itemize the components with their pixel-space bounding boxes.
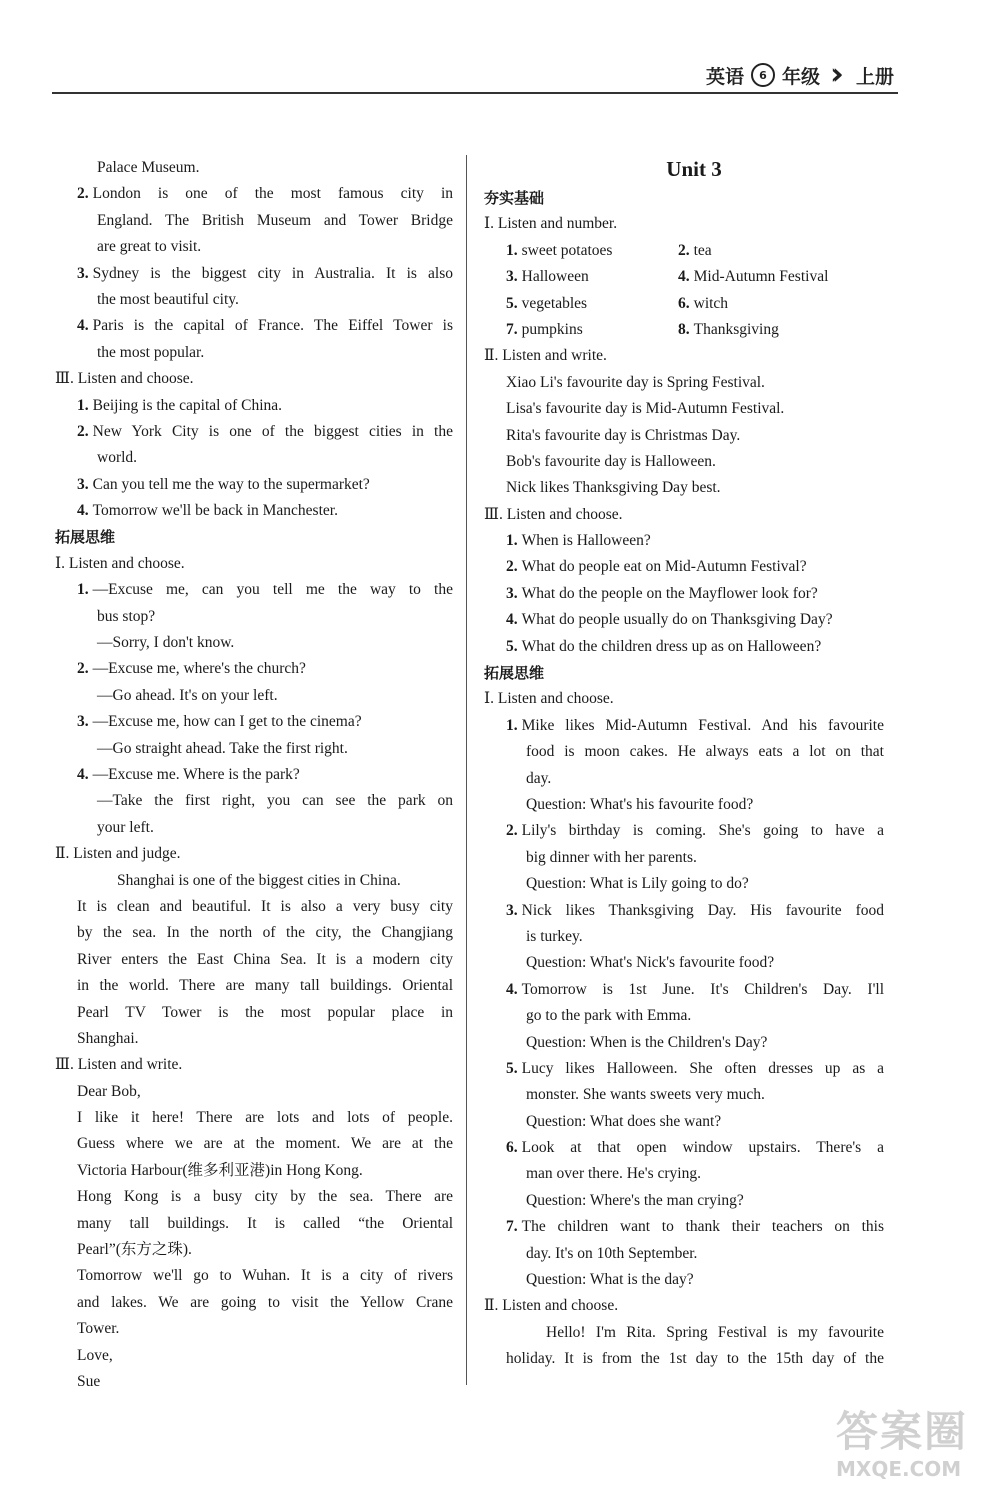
text-line <box>55 208 453 234</box>
text-line <box>484 502 884 528</box>
line-text: Sue <box>77 1372 101 1390</box>
line-text: Ⅱ. Listen and write. <box>484 347 607 365</box>
line-text: —Go straight ahead. Take the first right. <box>97 739 348 757</box>
line-text: the most beautiful city. <box>97 290 239 308</box>
line-text: River enters the East China Sea. It is a modern city <box>77 950 453 968</box>
site-watermark <box>836 1399 986 1491</box>
numbered-line <box>484 528 884 554</box>
text-line <box>484 1346 884 1372</box>
line-text: Can you tell me the way to the supermarket? <box>92 475 370 493</box>
text-line <box>55 604 453 630</box>
header-rule <box>52 92 898 94</box>
vocab-item <box>506 264 678 290</box>
text-line <box>484 1003 884 1029</box>
line-text: Question: When is the Children's Day? <box>526 1033 768 1051</box>
line-text: go to the park with Emma. <box>526 1007 692 1025</box>
line-text: —Excuse me, where's the church? <box>92 660 306 678</box>
vocab-item <box>506 238 678 264</box>
item-number: 6. <box>678 294 690 312</box>
header-volume: 上册 <box>855 65 894 88</box>
text-line <box>55 287 453 313</box>
line-text: Xiao Li's favourite day is Spring Festival. <box>506 373 765 391</box>
line-text: Question: Where's the man crying? <box>526 1191 744 1209</box>
text-line <box>55 551 453 577</box>
watermark-en: MXQE.COM <box>836 1457 962 1481</box>
line-text: Tomorrow we'll be back in Manchester. <box>92 502 338 520</box>
vocab-item <box>678 264 828 290</box>
line-text: Ⅰ. Listen and choose. <box>484 690 614 708</box>
text-line <box>484 1320 884 1346</box>
item-number: 4. <box>506 611 518 629</box>
item-number: 2. <box>77 185 89 203</box>
line-text: Ⅲ. Listen and choose. <box>55 370 194 388</box>
item-number: 3. <box>506 268 518 286</box>
line-text: Ⅲ. Listen and choose. <box>484 505 623 523</box>
text-line <box>484 1030 884 1056</box>
text-line <box>55 736 453 762</box>
item-number: 2. <box>77 422 89 440</box>
vocab-list <box>484 238 884 344</box>
line-text: Ⅲ. Listen and write. <box>55 1056 183 1074</box>
text-line <box>55 1158 453 1184</box>
numbered-line <box>484 634 884 660</box>
line-text: big dinner with her parents. <box>526 848 697 866</box>
line-text: and lakes. We are going to visit the Yellow Crane <box>77 1293 453 1311</box>
vocab-row <box>484 291 884 317</box>
right-column <box>484 155 884 1373</box>
line-text: Tower. <box>77 1320 120 1338</box>
numbered-line <box>484 1135 884 1161</box>
text-line <box>55 1052 453 1078</box>
vocab-text: Mid-Autumn Festival <box>693 268 829 286</box>
line-text: Hong Kong is a busy city by the sea. There are <box>77 1188 453 1206</box>
text-line <box>55 630 453 656</box>
item-number: 2. <box>506 558 518 576</box>
item-number: 7. <box>506 320 518 338</box>
column-divider <box>466 155 467 1385</box>
header-title <box>705 57 894 92</box>
item-number: 1. <box>77 396 89 414</box>
text-line <box>55 366 453 392</box>
text-line <box>55 1263 453 1289</box>
text-line <box>55 973 453 999</box>
item-number: 5. <box>506 637 518 655</box>
line-text: 拓展思维 <box>55 528 116 547</box>
part-heading: Ⅰ. Listen and number. <box>484 215 618 233</box>
vocab-row <box>484 317 884 343</box>
item-number: 3. <box>506 901 518 919</box>
item-number: 4. <box>77 765 89 783</box>
vocab-item <box>506 317 678 343</box>
numbered-line <box>55 313 453 339</box>
line-text: many tall buildings. It is called “the Oriental <box>77 1214 453 1232</box>
text-line <box>484 792 884 818</box>
right-lines <box>484 343 884 1372</box>
vocab-text: Thanksgiving <box>693 320 779 338</box>
text-line <box>55 947 453 973</box>
text-line <box>484 739 884 765</box>
numbered-line <box>55 656 453 682</box>
text-line <box>55 920 453 946</box>
line-text: day. <box>526 769 552 787</box>
item-number: 4. <box>678 268 690 286</box>
line-text: England. The British Museum and Tower Bridge <box>97 211 453 229</box>
item-number: 3. <box>506 584 518 602</box>
line-text: Question: What is Lily going to do? <box>526 875 749 893</box>
line-text: —Sorry, I don't know. <box>97 634 235 652</box>
line-text: Shanghai. <box>77 1029 139 1047</box>
line-text: Question: What is the day? <box>526 1271 694 1289</box>
vocab-text: vegetables <box>521 294 588 312</box>
text-line <box>55 1290 453 1316</box>
numbered-line <box>484 1214 884 1240</box>
text-line <box>484 1082 884 1108</box>
item-number: 7. <box>506 1218 518 1236</box>
line-text: is turkey. <box>526 927 583 945</box>
line-text: Lucy likes Halloween. She often dresses up as a <box>521 1059 884 1077</box>
text-line <box>484 766 884 792</box>
text-line <box>484 370 884 396</box>
line-text: Victoria Harbour(维多利亚港)in Hong Kong. <box>77 1161 363 1179</box>
line-text: world. <box>97 449 138 467</box>
double-chevron-icon: ›› <box>829 57 834 92</box>
text-line <box>55 841 453 867</box>
line-text: I like it here! There are lots and lots of people. <box>77 1109 453 1127</box>
text-line <box>55 815 453 841</box>
line-text: When is Halloween? <box>521 532 651 550</box>
text-line <box>484 396 884 422</box>
line-text: Question: What's Nick's favourite food? <box>526 954 775 972</box>
section-heading: 夯实基础 <box>484 189 545 207</box>
line-text: What do people usually do on Thanksgiving Day? <box>521 611 833 629</box>
numbered-line <box>55 261 453 287</box>
unit-title: Unit 3 <box>666 157 722 181</box>
line-text: —Excuse me, how can I get to the cinema? <box>92 713 362 731</box>
item-number: 2. <box>77 660 89 678</box>
item-number: 3. <box>77 475 89 493</box>
line-text: What do the children dress up as on Halloween? <box>521 637 822 655</box>
item-number: 1. <box>506 241 518 259</box>
text-line <box>55 1237 453 1263</box>
line-text: Tomorrow we'll go to Wuhan. It is a city of rivers <box>77 1267 453 1285</box>
left-column <box>55 155 453 1395</box>
text-line <box>484 924 884 950</box>
text-line <box>484 475 884 501</box>
text-line <box>484 871 884 897</box>
text-line <box>55 340 453 366</box>
line-text: your left. <box>97 818 154 836</box>
grade-number-badge: 6 <box>751 63 775 87</box>
text-line <box>55 445 453 471</box>
vocab-item <box>678 317 779 343</box>
text-line <box>55 234 453 260</box>
line-text: Hello! I'm Rita. Spring Festival is my favourite <box>546 1323 884 1341</box>
text-line <box>484 343 884 369</box>
text-line <box>55 1131 453 1157</box>
line-text: —Excuse me, can you tell me the way to the <box>92 581 453 599</box>
line-text: Ⅱ. Listen and choose. <box>484 1297 619 1315</box>
vocab-item <box>678 291 728 317</box>
numbered-line <box>484 1056 884 1082</box>
text-line <box>484 686 884 712</box>
item-number: 3. <box>77 713 89 731</box>
text-line <box>484 1161 884 1187</box>
vocab-row <box>484 264 884 290</box>
line-text: Pearl”(东方之珠). <box>77 1241 192 1259</box>
vocab-text: sweet potatoes <box>521 241 613 259</box>
text-line <box>55 1026 453 1052</box>
text-line <box>55 1079 453 1105</box>
vocab-item <box>678 238 712 264</box>
vocab-text: pumpkins <box>521 320 583 338</box>
line-text: Lily's birthday is coming. She's going to have a <box>521 822 884 840</box>
line-text: Look at that open window upstairs. There's a <box>521 1139 884 1157</box>
text-line <box>55 1211 453 1237</box>
line-text: Pearl TV Tower is the most popular place in <box>77 1003 453 1021</box>
line-text: in the world. There are many tall buildings. Oriental <box>77 977 453 995</box>
text-line <box>55 1316 453 1342</box>
line-text: Bob's favourite day is Halloween. <box>506 452 716 470</box>
item-number: 4. <box>506 980 518 998</box>
item-number: 2. <box>678 241 690 259</box>
text-line <box>55 1343 453 1369</box>
text-line <box>55 788 453 814</box>
section-heading <box>55 524 453 550</box>
line-text: by the sea. In the north of the city, the Changjiang <box>77 924 453 942</box>
text-line <box>484 950 884 976</box>
numbered-line <box>484 607 884 633</box>
vocab-item <box>506 291 678 317</box>
numbered-line <box>484 554 884 580</box>
numbered-line <box>55 472 453 498</box>
numbered-line <box>484 898 884 924</box>
line-text: Tomorrow is 1st June. It's Children's Day. I'll <box>521 980 884 998</box>
line-text: It is clean and beautiful. It is also a very busy city <box>77 897 453 915</box>
numbered-line <box>55 419 453 445</box>
text-line <box>484 1188 884 1214</box>
vocab-text: Halloween <box>521 268 589 286</box>
item-number: 1. <box>506 716 518 734</box>
line-text: holiday. It is from the 1st day to the 15th day of the <box>506 1350 884 1368</box>
item-number: 5. <box>506 294 518 312</box>
line-text: Shanghai is one of the biggest cities in China. <box>117 871 401 889</box>
line-text: What do the people on the Mayflower look for? <box>521 584 818 602</box>
line-text: day. It's on 10th September. <box>526 1244 698 1262</box>
line-text: Love, <box>77 1346 113 1364</box>
item-number: 1. <box>77 581 89 599</box>
line-text: man over there. He's crying. <box>526 1165 701 1183</box>
line-text: food is moon cakes. He always eats a lot on that <box>526 743 884 761</box>
line-text: Question: What does she want? <box>526 1112 722 1130</box>
numbered-line <box>55 393 453 419</box>
line-text: bus stop? <box>97 607 156 625</box>
line-text: —Go ahead. It's on your left. <box>97 686 278 704</box>
vocab-text: witch <box>693 294 729 312</box>
line-text: —Take the first right, you can see the park on <box>97 792 453 810</box>
line-text: Nick likes Thanksgiving Day best. <box>506 479 721 497</box>
text-line <box>484 845 884 871</box>
text-line <box>55 683 453 709</box>
line-text: Ⅱ. Listen and judge. <box>55 845 181 863</box>
line-text: the most popular. <box>97 343 205 361</box>
line-text: Ⅰ. Listen and choose. <box>55 554 185 572</box>
line-text: —Excuse me. Where is the park? <box>92 765 300 783</box>
line-text: Mike likes Mid-Autumn Festival. And his favourite <box>521 716 884 734</box>
line-text: New York City is one of the biggest cities in the <box>92 422 453 440</box>
line-text: are great to visit. <box>97 238 202 256</box>
watermark-cn: 答案圈 <box>836 1407 969 1456</box>
item-number: 1. <box>506 532 518 550</box>
item-number: 6. <box>506 1139 518 1157</box>
text-line <box>55 868 453 894</box>
text-line <box>55 1369 453 1395</box>
line-text: monster. She wants sweets very much. <box>526 1086 765 1104</box>
numbered-line <box>484 818 884 844</box>
text-line <box>55 1184 453 1210</box>
line-text: Paris is the capital of France. The Eiffel Tower is <box>92 317 453 335</box>
text-line <box>484 1267 884 1293</box>
text-line <box>484 1109 884 1135</box>
text-line <box>484 1241 884 1267</box>
line-text: Beijing is the capital of China. <box>92 396 283 414</box>
line-text: London is one of the most famous city in <box>92 185 453 203</box>
line-text: Nick likes Thanksgiving Day. His favourite food <box>521 901 884 919</box>
text-line <box>484 423 884 449</box>
line-text: Dear Bob, <box>77 1082 141 1100</box>
item-number: 8. <box>678 320 690 338</box>
line-text: The children want to thank their teachers on this <box>521 1218 884 1236</box>
line-text: Question: What's his favourite food? <box>526 795 754 813</box>
numbered-line <box>55 709 453 735</box>
page-header <box>52 58 898 94</box>
item-number: 2. <box>506 822 518 840</box>
numbered-line <box>55 577 453 603</box>
line-text: Guess where we are at the moment. We are at the <box>77 1135 453 1153</box>
line-text: Lisa's favourite day is Mid-Autumn Festival. <box>506 400 785 418</box>
numbered-line <box>55 181 453 207</box>
line-text: What do people eat on Mid-Autumn Festival? <box>521 558 807 576</box>
numbered-line <box>55 498 453 524</box>
text-line <box>55 155 453 181</box>
line-text: 拓展思维 <box>484 664 545 683</box>
item-number: 3. <box>77 264 89 282</box>
section-heading <box>484 660 884 686</box>
text-line <box>484 1293 884 1319</box>
numbered-line <box>484 713 884 739</box>
header-subject: 英语 <box>705 65 744 88</box>
line-text: Palace Museum. <box>97 159 200 176</box>
numbered-line <box>484 581 884 607</box>
text-line <box>55 894 453 920</box>
item-number: 5. <box>506 1059 518 1077</box>
item-number: 4. <box>77 317 89 335</box>
header-grade-suffix: 年级 <box>781 65 820 88</box>
text-line <box>484 449 884 475</box>
text-line <box>55 1000 453 1026</box>
item-number: 4. <box>77 502 89 520</box>
numbered-line <box>484 977 884 1003</box>
line-text: Sydney is the biggest city in Australia. It is also <box>92 264 453 282</box>
line-text: Rita's favourite day is Christmas Day. <box>506 426 741 444</box>
text-line <box>55 1105 453 1131</box>
vocab-text: tea <box>693 241 712 259</box>
vocab-row <box>484 238 884 264</box>
numbered-line <box>55 762 453 788</box>
